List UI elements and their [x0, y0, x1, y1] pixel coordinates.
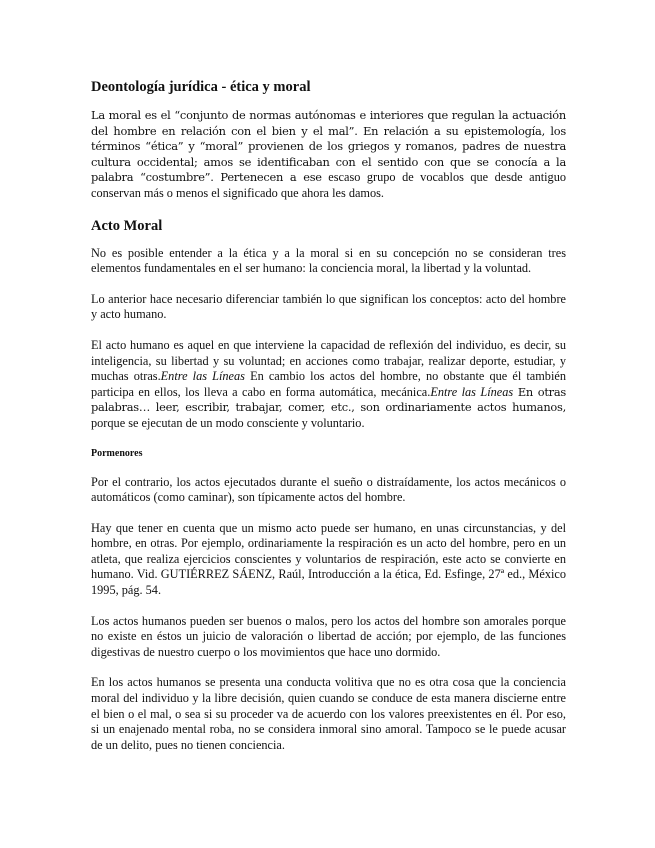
- paragraph-volitive-conduct: En los actos humanos se presenta una conducta volitiva que no es otra cosa que la conciencia moral del individuo y la libre decisión, quien cuando se conduce de esta manera discierne entre el bien o el mal, o sea si su proceder va de acuerdo con los valores preexistentes en él. Por eso, si un enajenado mental roba, no se considera inmoral sino amoral. Tampoco se le puede acusar de un delito, pues no tienen conciencia.: [91, 675, 566, 752]
- human-act-text-4: porque se ejecutan de un modo consciente y voluntario.: [91, 415, 365, 430]
- paragraph-concepts: Lo anterior hace necesario diferenciar también lo que significan los conceptos: acto del hombre y acto humano.: [91, 291, 566, 322]
- inline-label-2: Entre las Líneas: [430, 384, 514, 399]
- paragraph-man-acts: Por el contrario, los actos ejecutados durante el sueño o distraídamente, los actos mecánicos o automáticos (como caminar), son típicamente actos del hombre.: [91, 474, 566, 505]
- inline-label-1: Entre las Líneas: [160, 369, 245, 384]
- document-body: [91, 78, 566, 768]
- subheading: Pormenores: [91, 447, 143, 459]
- human-act-text-1: El acto humano es aquel en que interviene la capacidad de reflexión del individuo, es decir, su inteligencia, su libertad y su voluntad; en acciones como trabajar, realizar deporte, estudiar, y muchas otras.: [91, 337, 566, 384]
- paragraph-human-act: [91, 338, 566, 432]
- intro-text-a: La moral es el “conjunto de normas autónomas e interiores que regulan la actuación del hombre en relación con el bien y el mal”. En relación a su epistemología, los términos “ética” y “moral” provienen de los griegos y romanos, padres de nuestra cultura occidental; amos se identificaban con el sentido con que se conocía a la palabra “costumbre”. Pertenecen a ese: [91, 108, 566, 185]
- page-title: Deontología jurídica - ética y moral: [91, 79, 311, 95]
- human-act-text-2: En cambio los actos del hombre, no obstante que él también participa en ellos, los lleva a cabo en forma automática, mecánica.: [91, 369, 566, 399]
- intro-text-b: escaso grupo de vocablos que desde antiguo conservan más o menos el significado que ahora les damos.: [91, 170, 566, 200]
- human-act-text-3: En otras palabras… leer, escribir, trabajar, comer, etc., son ordinariamente actos humanos,: [91, 384, 566, 415]
- paragraph-breathing-example: Hay que tener en cuenta que un mismo acto puede ser humano, en unas circunstancias, y del hombre, en otras. Por ejemplo, ordinariamente la respiración es un acto del hombre, pero en un atleta, que realiza ejercicios conscientes y voluntarios de respiración, este acto se convierte en humano. Vid. GUTIÉRREZ SÁENZ, Raúl, Introducción a la ética, Ed. Esfinge, 27ª ed., México 1995, pág. 54.: [91, 520, 566, 598]
- paragraph-amoral-acts: Los actos humanos pueden ser buenos o malos, pero los actos del hombre son amorales porque no existe en éstos un juicio de valoración o libertad de acción; por ejemplo, de las funciones digestivas de nuestro cuerpo o los movimientos que hace uno dormido.: [91, 613, 566, 659]
- paragraph-elements: No es posible entender a la ética y a la moral si en su concepción no se consideran tres elementos fundamentales en el ser humano: la conciencia moral, la libertad y la voluntad.: [91, 245, 566, 276]
- section-title: Acto Moral: [91, 217, 163, 234]
- intro-paragraph: [91, 108, 566, 202]
